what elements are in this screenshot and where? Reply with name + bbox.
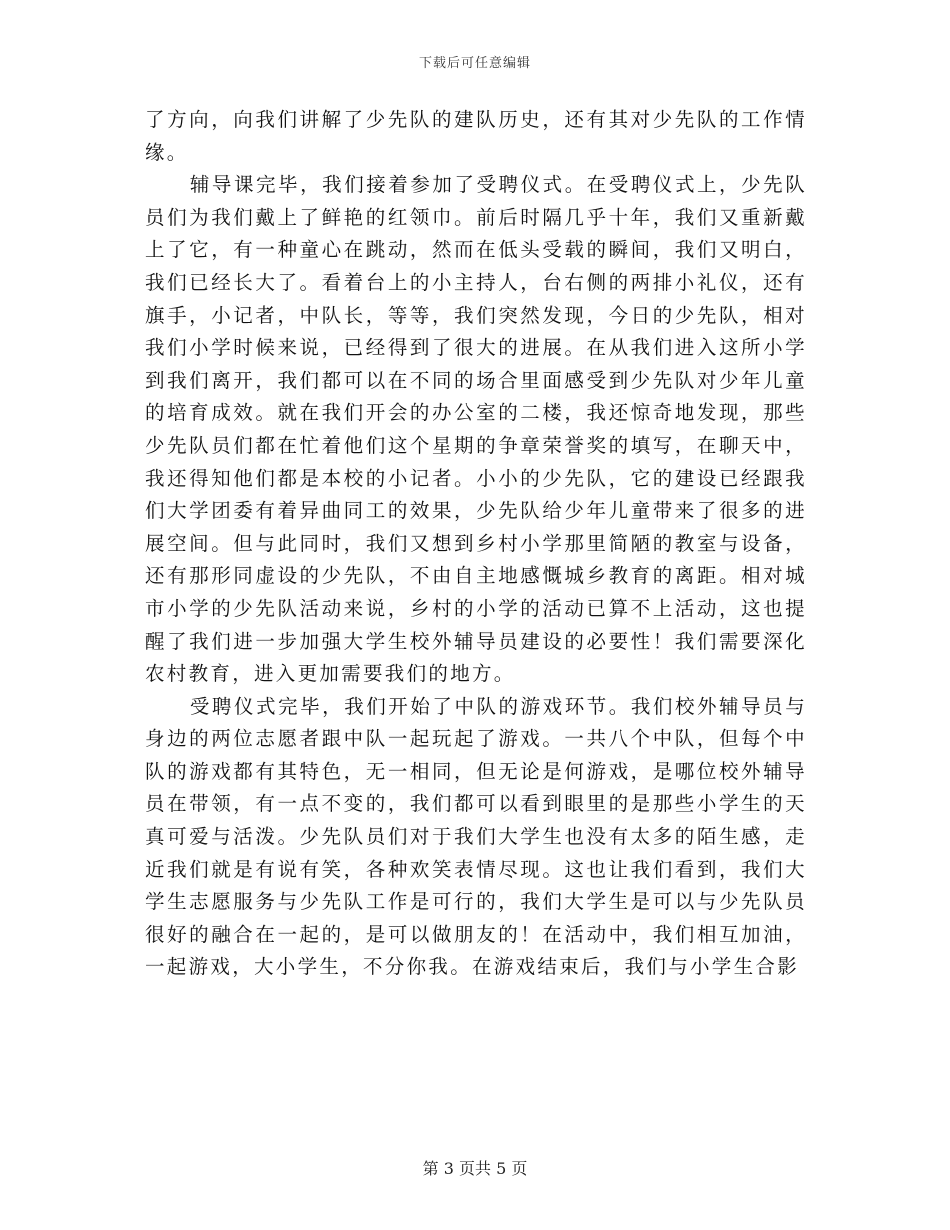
- paragraph-1: 了方向，向我们讲解了少先队的建队历史，还有其对少先队的工作情缘。: [145, 108, 807, 164]
- page-header: 下载后可任意编辑: [418, 56, 531, 71]
- paragraph-2: 辅导课完毕，我们接着参加了受聘仪式。在受聘仪式上，少先队员们为我们戴上了鲜艳的红领巾。前后时隔几乎十年，我们又重新戴上了它，有一种童心在跳动，然而在低头受载的瞬间，我们又明白，我们已经长大了。看着台上的小主持人，台右侧的两排小礼仪，还有旗手，小记者，中队长，等等，我们突然发现，今日的少先队，相对我们小学时候来说，已经得到了很大的进展。在从我们进入这所小学到我们离开，我们都可以在不同的场合里面感受到少先队对少年儿童的培育成效。就在我们开会的办公室的二楼，我还惊奇地发现，那些少先队员们都在忙着他们这个星期的争章荣誉奖的填写，在聊天中，我还得知他们都是本校的小记者。小小的少先队，它的建设已经跟我们大学团委有着异曲同工的效果，少先队给少年儿童带来了很多的进展空间。但与此同时，我们又想到乡村小学那里简陋的教室与设备，还有那形同虚设的少先队，不由自主地感慨城乡教育的离距。相对城市小学的少先队活动来说，乡村的小学的活动已算不上活动，这也提醒了我们进一步加强大学生校外辅导员建设的必要性！我们需要深化农村教育，进入更加需要我们的地方。: [145, 173, 807, 686]
- paragraph-3: 受聘仪式完毕，我们开始了中队的游戏环节。我们校外辅导员与身边的两位志愿者跟中队一起玩起了游戏。一共八个中队，但每个中队的游戏都有其特色，无一相同，但无论是何游戏，是哪位校外辅导员在带领，有一点不变的，我们都可以看到眼里的是那些小学生的天真可爱与活泼。少先队员们对于我们大学生也没有太多的陌生感，走近我们就是有说有笑，各种欢笑表情尽现。这也让我们看到，我们大学生志愿服务与少先队工作是可行的，我们大学生是可以与少先队员很好的融合在一起的，是可以做朋友的！在活动中，我们相互加油，一起游戏，大小学生，不分你我。在游戏结束后，我们与小学生合影: [145, 694, 807, 979]
- page-footer: 第 3 页共 5 页: [422, 1159, 528, 1178]
- document-body: [145, 104, 807, 984]
